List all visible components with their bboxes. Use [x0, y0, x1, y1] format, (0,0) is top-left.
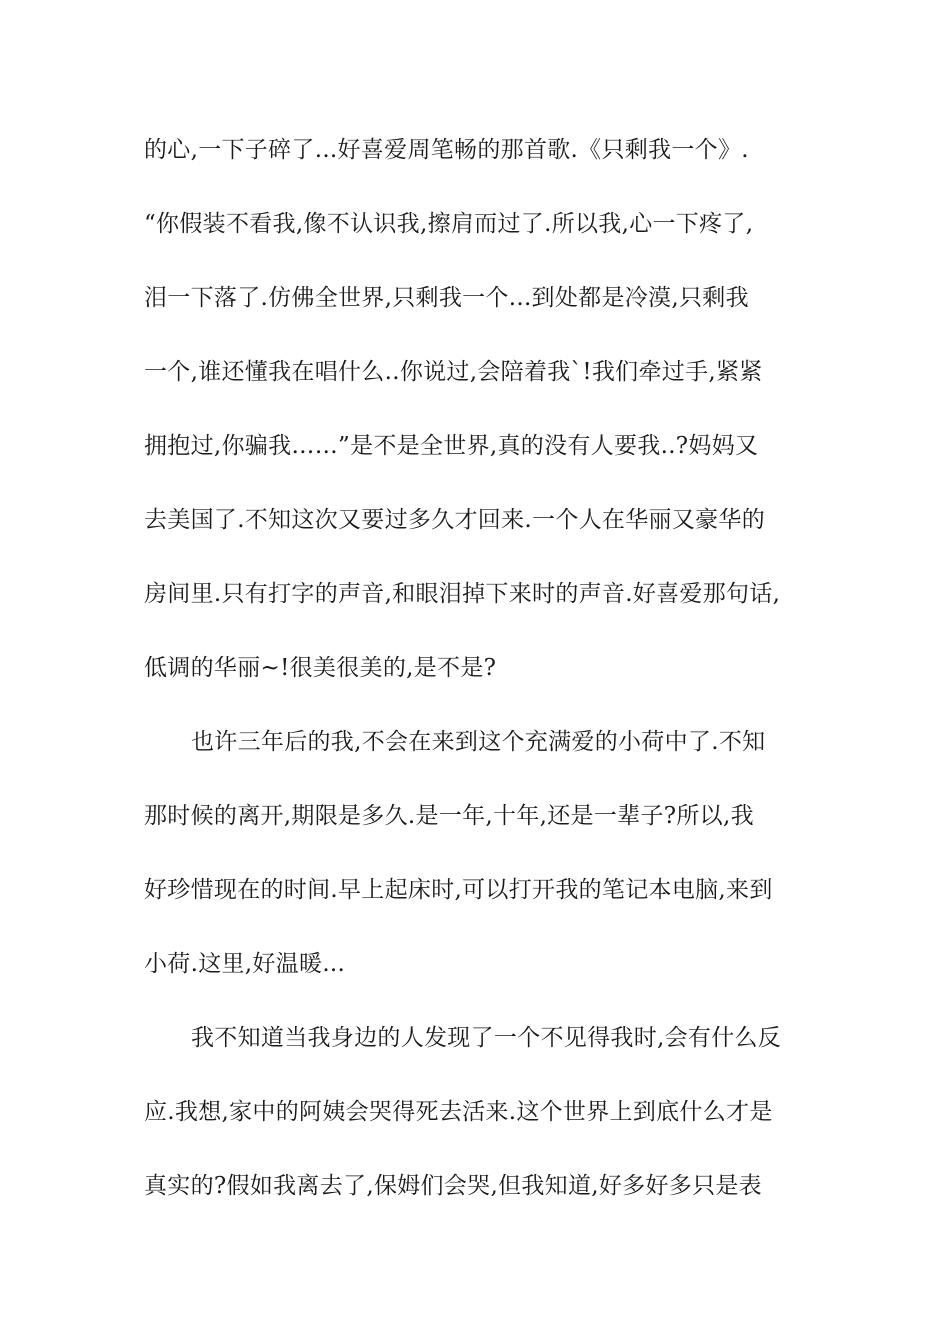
text-line: 低调的华丽~!很美很美的,是不是?	[144, 655, 497, 681]
text-line: 泪一下落了.仿佛全世界,只剩我一个...到处都是冷漠,只剩我	[144, 285, 749, 311]
text-line: 真实的?假如我离去了,保姆们会哭,但我知道,好多好多只是表	[144, 1173, 762, 1199]
document-body	[144, 128, 824, 1238]
text-line: 房间里.只有打字的声音,和眼泪掉下来时的声音.好喜爱那句话,	[144, 581, 781, 607]
text-line: 好珍惜现在的时间.早上起床时,可以打开我的笔记本电脑,来到	[144, 877, 773, 903]
text-line: 应.我想,家中的阿姨会哭得死去活来.这个世界上到底什么才是	[144, 1099, 773, 1125]
paragraph-first-line: 也许三年后的我,不会在来到这个充满爱的小荷中了.不知	[191, 729, 766, 755]
text-line: 一个,谁还懂我在唱什么..你说过,会陪着我`!我们牵过手,紧紧	[144, 359, 763, 385]
text-line: 小荷.这里,好温暖...	[144, 951, 346, 977]
text-line: “你假装不看我,像不认识我,擦肩而过了.所以我,心一下疼了,	[144, 211, 754, 237]
paragraph-first-line: 我不知道当我身边的人发现了一个不见得我时,会有什么反	[191, 1025, 782, 1051]
text-line: 那时候的离开,期限是多久.是一年,十年,还是一辈子?所以,我	[144, 803, 754, 829]
text-line: 拥抱过,你骗我……”是不是全世界,真的没有人要我..?妈妈又	[144, 433, 759, 459]
text-line: 去美国了.不知这次又要过多久才回来.一个人在华丽又豪华的	[144, 507, 766, 533]
text-line: 的心,一下子碎了...好喜爱周笔畅的那首歌.《只剩我一个》.	[144, 137, 749, 163]
